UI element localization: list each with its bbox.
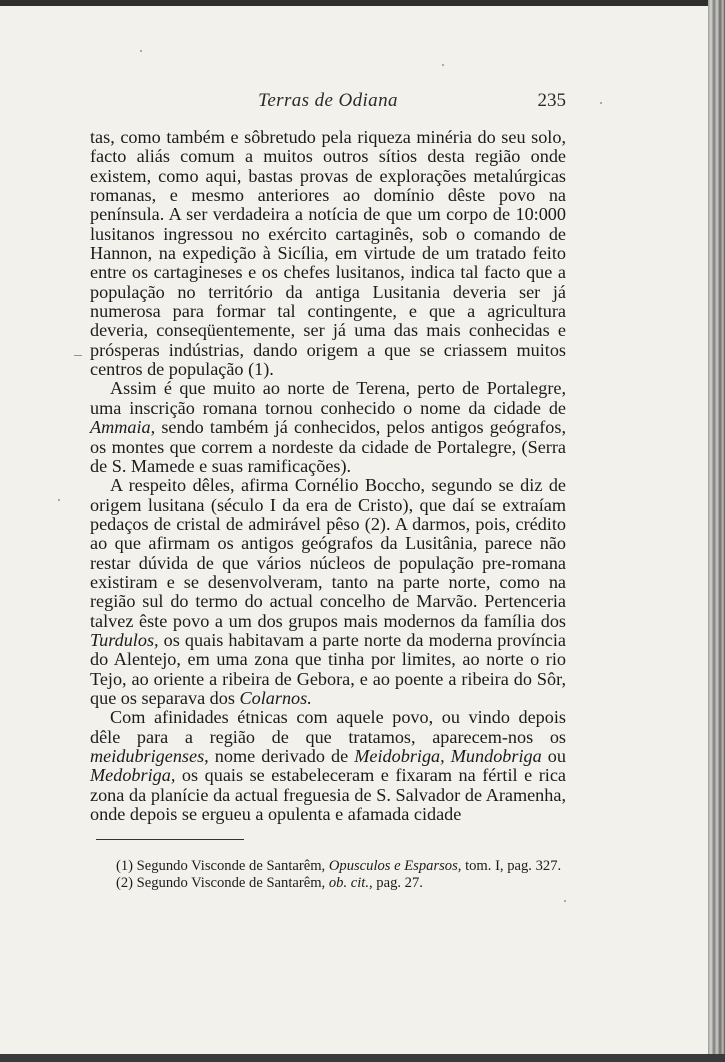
paper-speck <box>600 102 602 104</box>
footnote-1-text-c: tom. I, pag. 327. <box>461 858 562 874</box>
paragraph-2-text-a: Assim é que muito ao norte de Terena, perto de Portalegre, uma inscrição romana tornou conhecido o nome da cidade de <box>90 378 566 418</box>
paragraph-4-text-e: ou <box>541 746 566 766</box>
footnote-2-citation: ob. cit., <box>328 875 373 891</box>
footnote-1-title: Opusculos e Esparsos, <box>328 858 462 874</box>
page-header <box>90 90 566 114</box>
paragraph-4-text-g: os quais se estabeleceram e fixaram na fértil e rica zona da planície da actual freguesia de S. Salvador de Aramenha, onde depois se ergueu a opulenta e afamada cidade <box>90 765 566 825</box>
book-page <box>0 6 708 1054</box>
people-name-colarnos: Colarnos. <box>239 687 312 708</box>
people-name-meidubrigenses: meidubrigenses, <box>90 746 209 766</box>
paragraph-4-text-c: nome derivado de <box>208 746 355 766</box>
paragraph-4 <box>90 708 566 824</box>
place-name-medobriga: Medobriga, <box>90 765 176 786</box>
people-name-turdulos: Turdulos, <box>90 629 159 650</box>
paragraph-3 <box>90 476 566 708</box>
paragraph-2 <box>90 379 566 476</box>
paragraph-1-text: tas, como também e sôbretudo pela riqueza minéria do seu solo, facto aliás comum a muitos outros sítios desta região onde existem, como aqui, bastas provas de explorações metalúrgicas romanas, e mesmo anteriores ao domínio dêste povo na península. A ser verdadeira a notícia de que um corpo de 10:000 lusitanos ingressou no exército cartaginês, sob o comando de Hannon, na expedição à Sicília, em virtude de um tratado feito entre os cartagineses e os chefes lusitanos, indica tal facto que a população no território da antiga Lusitania deveria ser já numerosa para formar tal contingente, e que a agricultura deveria, conseqüentemente, ser já uma das mais conhecidas e prósperas indústrias, dando origem a que se criassem muitos centros de população (1). <box>90 127 566 380</box>
place-names-meidobriga-mundobriga: Meidobriga, Mundobriga <box>354 746 542 766</box>
scan-bottom-edge <box>0 1054 725 1062</box>
paragraph-3-text-a: A respeito dêles, afirma Cornélio Boccho, segundo se diz de origem lusitana (século I da era de Cristo), que daí se extraíam pedaços de cristal de admirável pêso (2). A darmos, pois, crédito ao que afirmam os antigos geógrafos da Lusitânia, parece não restar dúvida de que vários núcleos de população pre-romana existiram e se desenvolveram, tanto na parte norte, como na região sul do termo do actual concelho de Marvão. Pertenceria talvez êste povo a um dos grupos mais modernos da família dos <box>90 475 566 631</box>
paragraph-2-text-c: sendo também já conhecidos, pelos antigos geógrafos, os montes que correm a nordeste da cidade de Portalegre, (Serra de S. Mamede e suas ramificações). <box>90 417 566 476</box>
paper-speck <box>564 900 566 902</box>
book-edge <box>708 0 725 1062</box>
footnote-divider <box>96 839 244 840</box>
paragraph-3-text-c: os quais habitavam a parte norte da moderna província do Alentejo, em uma zona que tinha por limites, ao norte o rio Tejo, ao oriente a ribeira de Gebora, e ao poente a ribeira do Sôr, que os separava dos <box>90 629 566 708</box>
paragraph-1 <box>90 128 566 379</box>
paper-mark <box>74 355 82 356</box>
footnote-2-text-a: (2) Segundo Visconde de Santarêm, <box>116 875 329 891</box>
paragraph-4-text-a: Com afinidades étnicas com aquele povo, ou vindo depois dêle para a região de que tratamos, aparecem-nos os <box>90 707 566 747</box>
running-title: Terras de Odiana <box>258 90 398 111</box>
paper-speck <box>58 499 60 501</box>
paper-speck <box>442 64 444 66</box>
paper-speck <box>140 50 142 52</box>
place-name-ammaia: Ammaia, <box>90 417 156 438</box>
body-text <box>90 128 566 824</box>
footnote-2-text-c: pag. 27. <box>372 875 423 891</box>
footnote-2 <box>96 875 566 892</box>
footnote-1-text-a: (1) Segundo Visconde de Santarêm, <box>116 858 329 874</box>
footnotes <box>96 858 566 892</box>
footnote-1 <box>96 858 566 875</box>
page-number: 235 <box>537 90 566 111</box>
